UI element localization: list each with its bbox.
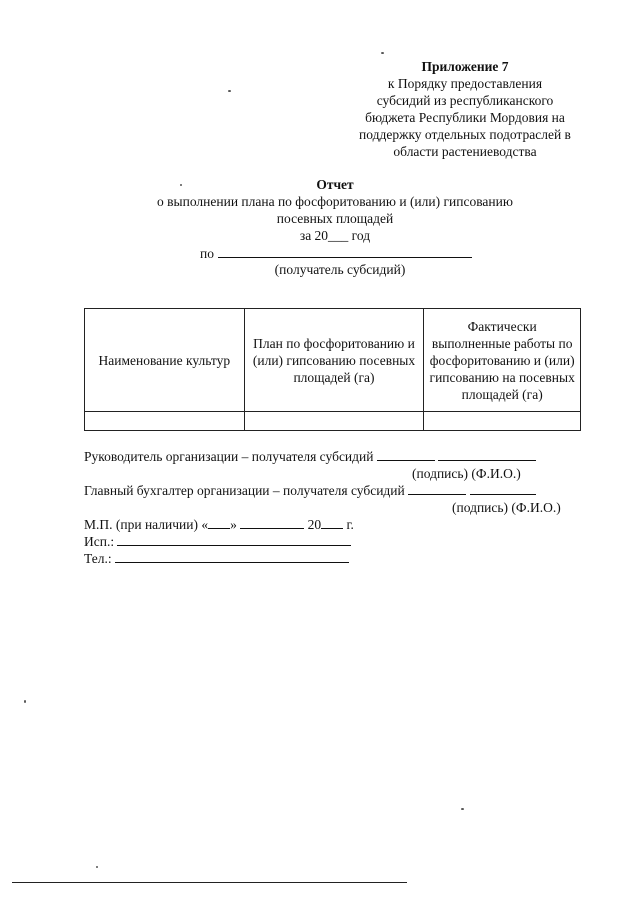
- accountant-name-blank[interactable]: [470, 482, 536, 495]
- stamp-line: [84, 516, 404, 533]
- accountant-caption: (подпись) (Ф.И.О.): [452, 500, 561, 515]
- phone-label: Тел.:: [84, 551, 112, 566]
- stamp-year-blank[interactable]: [321, 516, 343, 529]
- scan-speck: [180, 184, 182, 186]
- table-header-actual: Фактически выполненные работы по фосфоритованию и (или) гипсованию на посевных площадей (га): [424, 309, 581, 412]
- recipient-prefix: по: [200, 246, 214, 261]
- table-row: [85, 412, 581, 431]
- head-signature-line: [84, 448, 584, 465]
- stamp-mid: »: [230, 517, 237, 532]
- stamp-day-blank[interactable]: [208, 516, 230, 529]
- phone-line: [84, 550, 374, 567]
- scan-speck: [228, 90, 231, 92]
- recipient-blank[interactable]: [218, 244, 472, 258]
- accountant-signature-blank[interactable]: [408, 482, 466, 495]
- executor-blank[interactable]: [117, 533, 351, 546]
- table-cell[interactable]: [85, 412, 245, 431]
- scan-speck: [381, 52, 384, 54]
- head-signature-blank[interactable]: [377, 448, 435, 461]
- appendix-line: поддержку отдельных подотраслей в: [359, 127, 571, 142]
- accountant-signature-line: [84, 482, 594, 499]
- stamp-prefix: М.П. (при наличии) «: [84, 517, 209, 532]
- appendix-line: области растениеводства: [393, 144, 537, 159]
- appendix-line: бюджета Республики Мордовия на: [365, 110, 565, 125]
- appendix-title: Приложение 7: [421, 59, 509, 74]
- phone-blank[interactable]: [115, 550, 349, 563]
- scan-speck: [461, 808, 464, 810]
- executor-label: Исп.:: [84, 534, 115, 549]
- head-name-blank[interactable]: [438, 448, 536, 461]
- report-table: [84, 308, 581, 431]
- report-subtitle-line: о выполнении плана по фосфоритованию и (или) гипсованию: [157, 194, 513, 209]
- scan-speck: [24, 700, 26, 703]
- report-subtitle-line: посевных площадей: [276, 211, 394, 226]
- scan-edge-line: [12, 882, 407, 883]
- table-header-crop: Наименование культур: [85, 309, 245, 412]
- scan-speck: [96, 866, 98, 868]
- stamp-month-blank[interactable]: [240, 516, 304, 529]
- stamp-suffix: г.: [346, 517, 354, 532]
- report-heading: [110, 176, 560, 244]
- table-cell[interactable]: [244, 412, 424, 431]
- table-cell[interactable]: [424, 412, 581, 431]
- report-title: Отчет: [316, 177, 354, 192]
- recipient-line: [200, 244, 480, 262]
- appendix-block: [340, 58, 590, 160]
- recipient-caption: (получатель субсидий): [274, 262, 406, 277]
- head-label: Руководитель организации – получателя субсидий: [84, 449, 374, 464]
- appendix-line: к Порядку предоставления: [387, 76, 543, 91]
- table-header-row: [85, 309, 581, 412]
- stamp-year: 20: [307, 517, 322, 532]
- appendix-line: субсидий из республиканского: [376, 93, 554, 108]
- head-caption: (подпись) (Ф.И.О.): [412, 466, 521, 481]
- executor-line: [84, 533, 374, 550]
- table-header-plan: План по фосфоритованию и (или) гипсованию посевных площадей (га): [244, 309, 424, 412]
- accountant-label: Главный бухгалтер организации – получателя субсидий: [84, 483, 405, 498]
- report-year-line: за 20___ год: [299, 228, 371, 243]
